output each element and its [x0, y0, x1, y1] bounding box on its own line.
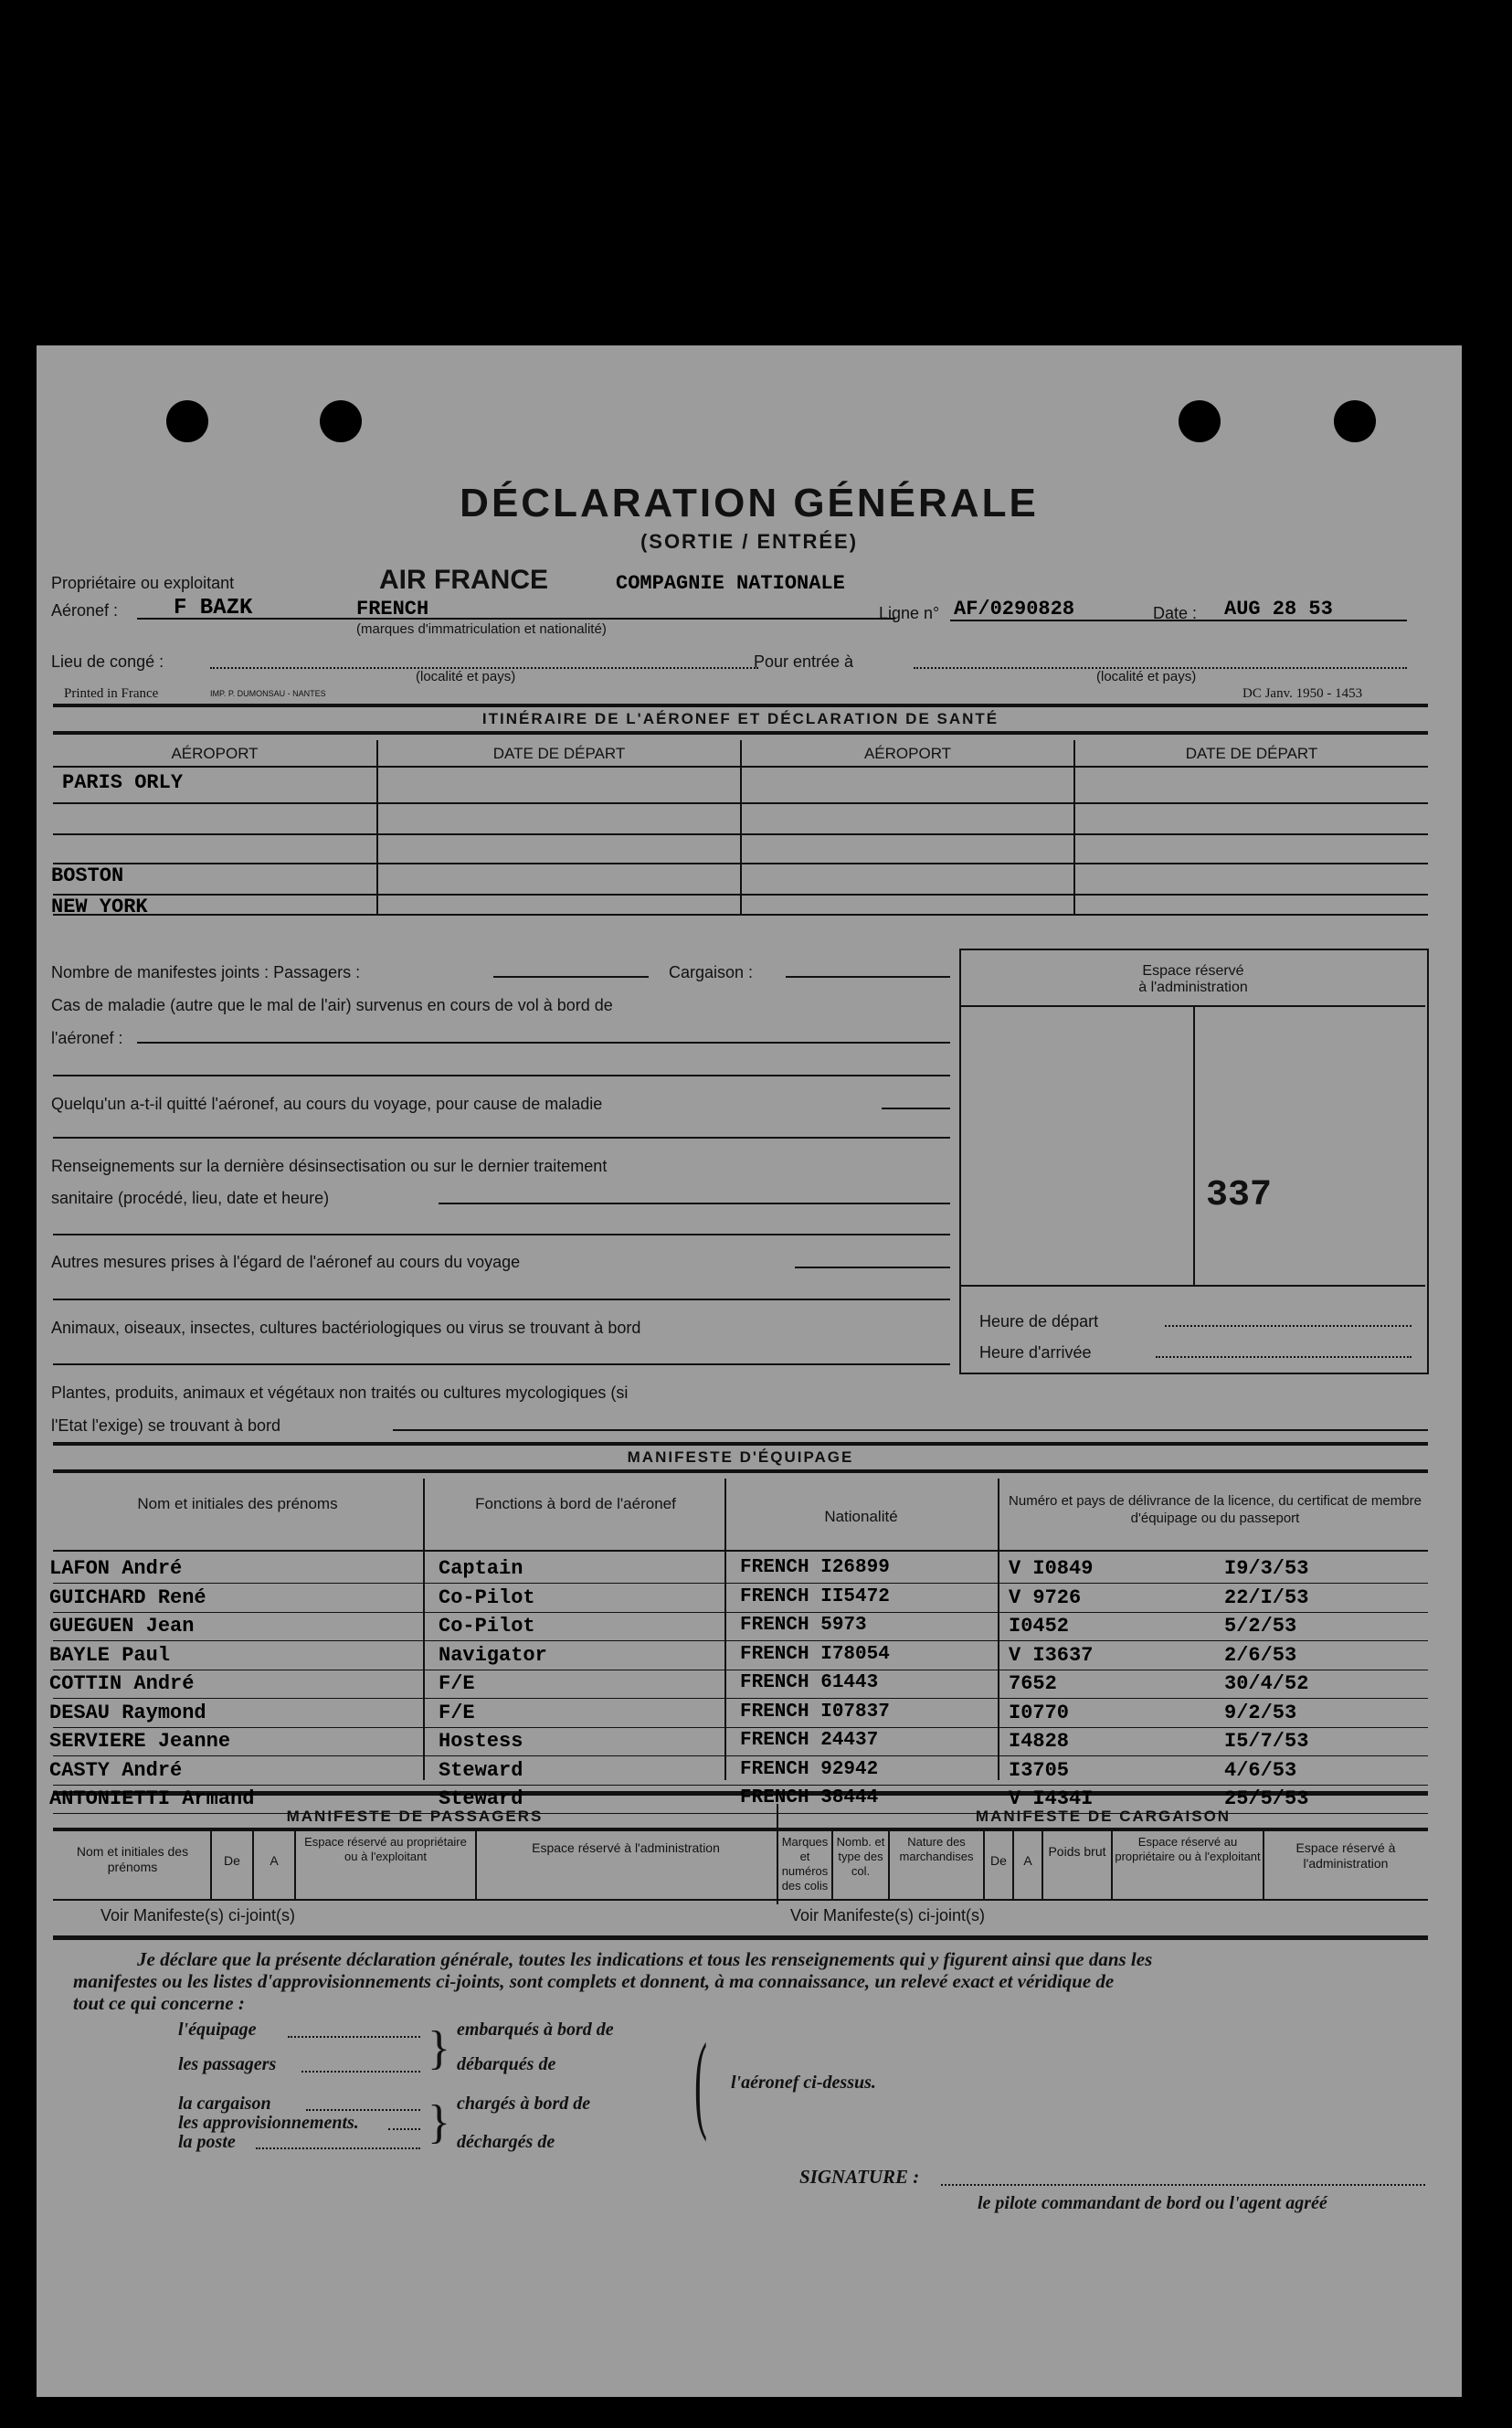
lieu-note: (localité et pays) — [416, 669, 516, 684]
cargo-see-manifest: Voir Manifeste(s) ci-joint(s) — [790, 1906, 986, 1924]
crew-function: Co-Pilot — [439, 1615, 535, 1638]
col-cargo-admin: Espace réservé à l'administration — [1295, 1840, 1396, 1871]
col-pass-name: Nom et initiales des prénoms — [76, 1844, 189, 1874]
decl-poste: la poste — [178, 2132, 236, 2152]
crew-license: V I0849 — [1009, 1557, 1094, 1580]
crew-function: Steward — [439, 1787, 523, 1810]
crew-function: Navigator — [439, 1643, 547, 1667]
decl-cargaison: la cargaison — [178, 2094, 271, 2114]
animals-text: Animaux, oiseaux, insectes, cultures bactériologiques ou virus se trouvant à bord — [51, 1319, 641, 1337]
manifests-label: Nombre de manifestes joints : Passagers : — [51, 963, 361, 981]
col-airport-1: AÉROPORT — [171, 745, 259, 762]
printed-in: Printed in France — [64, 686, 159, 701]
printer: IMP. P. DUMONSAU - NANTES — [210, 689, 326, 698]
crew-name: ANTONIETTI Armand — [49, 1787, 255, 1810]
illness-text-2: l'aéronef : — [51, 1029, 123, 1047]
crew-license-date: 30/4/52 — [1224, 1672, 1309, 1695]
col-crew-name: Nom et initiales des prénoms — [137, 1495, 338, 1512]
print-ref: DC Janv. 1950 - 1453 — [1242, 686, 1363, 701]
crew-license-date: 4/6/53 — [1224, 1758, 1297, 1782]
ligne-value: AF/0290828 — [954, 598, 1075, 620]
crew-license-date: 2/6/53 — [1224, 1643, 1297, 1667]
crew-bar: MANIFESTE D'ÉQUIPAGE — [53, 1442, 1428, 1473]
col-cargo-nature: Nature des marchandises — [899, 1835, 974, 1863]
declaration-line-3: tout ce qui concerne : — [73, 1992, 245, 2014]
punch-hole — [320, 400, 362, 442]
crew-name: SERVIERE Jeanne — [49, 1730, 231, 1753]
aircraft-value: F BAZK — [174, 596, 253, 620]
airport-row: BOSTON — [51, 864, 124, 887]
declaration-line-2: manifestes ou les listes d'approvisionnements ci-joints, sont complets et donnent, à ma connaissance, un relevé exact et véridique de — [73, 1970, 1115, 1992]
col-crew-nationality: Nationalité — [824, 1508, 898, 1525]
crew-license-date: I5/7/53 — [1224, 1730, 1309, 1753]
col-airport-2: AÉROPORT — [863, 745, 952, 762]
owner-value: AIR FRANCE — [379, 565, 548, 595]
col-pass-a: A — [270, 1853, 279, 1868]
measures-text: Autres mesures prises à l'égard de l'aéronef au cours du voyage — [51, 1253, 521, 1271]
col-pass-owner: Espace réservé au propriétaire ou à l'exploitant — [304, 1835, 467, 1863]
crew-license-date: 9/2/53 — [1224, 1701, 1297, 1724]
disinfection-text: Renseignements sur la dernière désinsectisation ou sur le dernier traitement — [51, 1157, 608, 1175]
decl-debarques: débarqués de — [457, 2054, 556, 2074]
left-aircraft-text: Quelqu'un a-t-il quitté l'aéronef, au cours du voyage, pour cause de maladie — [51, 1095, 603, 1113]
crew-nationality: FRENCH II5472 — [740, 1585, 890, 1607]
crew-name: GUICHARD René — [49, 1585, 206, 1609]
col-date-1: DATE DE DÉPART — [492, 745, 626, 762]
crew-license: V 9726 — [1009, 1585, 1082, 1609]
declaration-line-1: Je déclare que la présente déclaration générale, toutes les indications et tous les renseignements qui y figurent ainsi que dans les — [137, 1948, 1153, 1970]
crew-name: CASTY André — [49, 1758, 183, 1782]
crew-function: Captain — [439, 1557, 523, 1580]
airport-row: PARIS ORLY — [62, 771, 184, 794]
crew-license: 7652 — [1009, 1672, 1057, 1695]
entree-label: Pour entrée à — [754, 652, 854, 671]
nationality-value: FRENCH — [356, 598, 429, 620]
date-label: Date : — [1153, 604, 1198, 622]
owner-label: Propriétaire ou exploitant — [51, 574, 235, 592]
crew-nationality: FRENCH 61443 — [740, 1672, 879, 1693]
form-title: DÉCLARATION GÉNÉRALE — [460, 481, 1039, 525]
col-cargo-a: A — [1023, 1853, 1032, 1868]
decl-aeronef: l'aéronef ci-dessus. — [731, 2073, 876, 2093]
admin-title-2: à l'administration — [1138, 980, 1248, 995]
ligne-label: Ligne n° — [879, 604, 940, 622]
itinerary-bar: ITINÉRAIRE DE L'AÉRONEF ET DÉCLARATION DE SANTÉ — [53, 704, 1428, 735]
depart-time-label: Heure de départ — [979, 1312, 1099, 1331]
signature-label: SIGNATURE : — [799, 2166, 920, 2188]
aircraft-label: Aéronef : — [51, 601, 119, 620]
crew-function: F/E — [439, 1701, 475, 1724]
admin-title: Espace réservé — [1142, 963, 1244, 979]
col-pass-admin: Espace réservé à l'administration — [532, 1840, 720, 1855]
crew-name: BAYLE Paul — [49, 1643, 171, 1667]
entree-note: (localité et pays) — [1096, 669, 1197, 684]
punch-hole — [1179, 400, 1221, 442]
crew-name: GUEGUEN Jean — [49, 1615, 195, 1638]
plants-text-2: l'Etat l'exige) se trouvant à bord — [51, 1416, 281, 1435]
crew-name: COTTIN André — [49, 1672, 195, 1695]
decl-embarques: embarqués à bord de — [457, 2020, 614, 2040]
decl-charges: chargés à bord de — [457, 2094, 591, 2114]
col-cargo-weight: Poids brut — [1048, 1844, 1106, 1859]
airport-row: NEW YORK — [51, 896, 148, 918]
signature-note: le pilote commandant de bord ou l'agent agréé — [978, 2193, 1327, 2213]
col-cargo-number: Nomb. et type des col. — [836, 1835, 885, 1878]
plants-text: Plantes, produits, animaux et végétaux non traités ou cultures mycologiques (si — [51, 1384, 629, 1402]
crew-name: LAFON André — [49, 1557, 183, 1580]
crew-license-date: I9/3/53 — [1224, 1557, 1309, 1580]
crew-license-date: 22/I/53 — [1224, 1585, 1309, 1609]
disinfection-text-2: sanitaire (procédé, lieu, date et heure) — [51, 1189, 330, 1207]
crew-license: I0770 — [1009, 1701, 1070, 1724]
cargo-count-label: Cargaison : — [669, 963, 754, 981]
date-value: AUG 28 53 — [1224, 598, 1333, 620]
crew-nationality: FRENCH I26899 — [740, 1557, 890, 1578]
col-cargo-marks: Marques et numéros des colis — [781, 1835, 829, 1893]
lieu-label: Lieu de congé : — [51, 652, 164, 671]
crew-function: Steward — [439, 1758, 523, 1782]
document-sheet: DÉCLARATION GÉNÉRALE (SORTIE / ENTRÉE) Propriétaire ou exploitant AIR FRANCE COMPAGNIE NATIONALE Aéronef : F BAZK FRENCH (marques d'immatriculation et nationalité) Ligne n° AF/0290828 Date : AUG 28 53 Lieu de congé : (localité et pays) Pour entrée à (localité et pays) Printed in France IMP. P. DUMONSAU - NANTES DC Janv. 1950 - 1453 ITINÉRAIRE DE L'AÉRONEF ET DÉCLARATION DE SANTÉ AÉROPORT DATE DE DÉPART AÉROPORT DATE DE DÉPART PARIS ORLY BOSTON NEW YORK Nombre de manifestes joints : Passagers : Cargaison : Cas de maladie (autre que le mal de l'air) survenus en cours de vol à bord de l'aéronef : Quelqu'un a-t-il quitté l'aéronef, au cours du voyage, pour cause de maladie Renseignements sur la dernière désinsectisation ou sur le dernier traitement sanitaire (procédé, lieu, date et heure) Autres mesures prises à l'égard de l'aéronef au cours du voyage Animaux, oiseaux, insectes, cultures bactériologiques ou virus se trouvant à bord Plantes, produits, animaux et végétaux non traités ou cultures mycologiques (si l'Etat l'exige) se trouvant à bord Espace réservé à l'administration 337 Heure de départ Heure d'arrivée MANIFESTE D'ÉQUIPAGE Nom et initiales des prénoms Fonctions à bord de l'aéronef Nationalité Numéro et pays de délivrance de la licence, du certificat de membre d'équipage ou du passeport LAFON André Captain FRENCH I26899 V I0849 I9/3/53 GUICHARD René Co-Pilot FRENCH II5472 V 9726 22/I/53 GUEGUEN Jean Co-Pilot FRENCH 5973 I0452 5/2/53 BAYLE Paul Navigator FRENCH I78054 V I3637 2/6/53 COTTIN André F/E FRENCH 61443 7652 30/4/52 DESAU Raymond F/E FRENCH I07837 I0770 9/2/53 SERVIERE Jeanne Hostess FRENCH 24437 I4828 I5/7/53 CASTY André Steward FRENCH 92942 I3705 4/6/53 ANTONIETTI Armand Steward FRENCH 38444 V I434I 25/5/53 MANIFESTE DE PASSAGERS MANIFESTE DE CARGAISON Nom et initiales des prénoms De A Espace réservé au propriétaire ou à l'exploitant Espace réservé à l'administration Marques et numéros des colis Nomb. et type des col. Nature des marchandises De A Poids brut Espace réservé au propriétaire ou à l'exploitant Espace réservé à l'administration Voir Manifeste(s) ci-joint(s) Voir Manifeste(s) ci-joint(s) Je déclare que la présente déclaration générale, toutes les indications et tous les renseignements qui y figurent ainsi que dans les manifestes ou les listes d'approvisionnements ci-joints, sont complets et donnent, à ma connaissance, un relevé exact et véridique de tout ce qui concerne : l'équipage les passagers la cargaison les approvisionnements. la poste } } embarqués à bord de débarqués de chargés à bord de déchargés de ( l'aéronef ci-dessus. SIGNATURE : le pilote commandant de bord ou l'agent agréé — [37, 345, 1462, 2397]
col-date-2: DATE DE DÉPART — [1185, 745, 1318, 762]
owner-value-2: COMPAGNIE NATIONALE — [616, 572, 845, 595]
crew-nationality: FRENCH 92942 — [740, 1758, 879, 1780]
punch-hole — [166, 400, 208, 442]
punch-hole — [1334, 400, 1376, 442]
crew-license: V I3637 — [1009, 1643, 1094, 1667]
decl-passagers: les passagers — [178, 2054, 277, 2074]
arrival-time-label: Heure d'arrivée — [979, 1343, 1092, 1362]
form-subtitle: (SORTIE / ENTRÉE) — [640, 530, 859, 553]
passengers-see-manifest: Voir Manifeste(s) ci-joint(s) — [100, 1906, 296, 1924]
crew-function: Hostess — [439, 1730, 523, 1753]
crew-license-date: 5/2/53 — [1224, 1615, 1297, 1638]
col-cargo-owner: Espace réservé au propriétaire ou à l'exploitant — [1115, 1835, 1261, 1863]
crew-function: F/E — [439, 1672, 475, 1695]
crew-function: Co-Pilot — [439, 1585, 535, 1609]
crew-license: V I434I — [1009, 1787, 1094, 1810]
decl-decharges: déchargés de — [457, 2132, 555, 2152]
col-pass-de: De — [224, 1853, 240, 1868]
crew-nationality: FRENCH 24437 — [740, 1730, 879, 1751]
crew-license-date: 25/5/53 — [1224, 1787, 1309, 1810]
decl-equipage: l'équipage — [178, 2020, 257, 2040]
crew-nationality: FRENCH 38444 — [740, 1787, 879, 1808]
crew-nationality: FRENCH I78054 — [740, 1643, 890, 1665]
col-crew-function: Fonctions à bord de l'aéronef — [475, 1495, 676, 1512]
col-cargo-de: De — [990, 1853, 1007, 1868]
crew-name: DESAU Raymond — [49, 1701, 206, 1724]
admin-number: 337 — [1206, 1175, 1273, 1216]
passengers-bar: MANIFESTE DE PASSAGERS — [286, 1808, 544, 1825]
decl-approvisionnements: les approvisionnements. — [178, 2113, 359, 2133]
cargo-bar: MANIFESTE DE CARGAISON — [975, 1808, 1232, 1825]
illness-text: Cas de maladie (autre que le mal de l'air) survenus en cours de vol à bord de — [51, 996, 613, 1014]
crew-license: I3705 — [1009, 1758, 1070, 1782]
crew-nationality: FRENCH 5973 — [740, 1615, 867, 1636]
crew-license: I0452 — [1009, 1615, 1070, 1638]
col-crew-license: Numéro et pays de délivrance de la licence, du certificat de membre d'équipage ou du passeport — [1009, 1493, 1422, 1526]
aircraft-note: (marques d'immatriculation et nationalité) — [356, 621, 607, 637]
crew-license: I4828 — [1009, 1730, 1070, 1753]
crew-nationality: FRENCH I07837 — [740, 1701, 890, 1723]
